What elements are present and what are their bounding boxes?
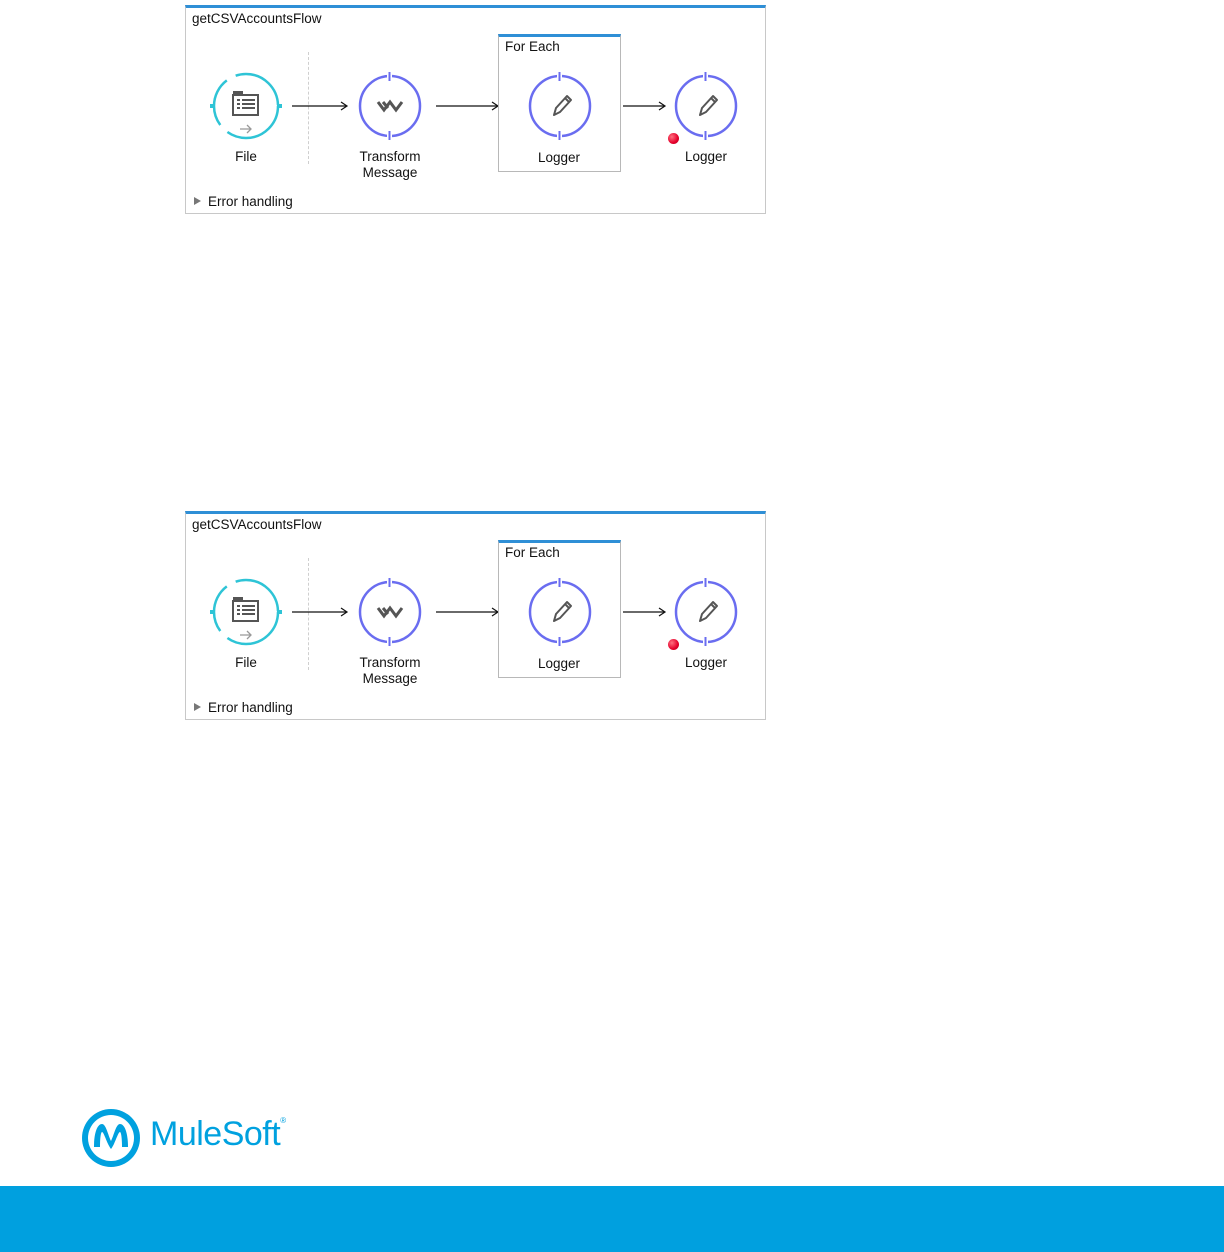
transform-message-icon[interactable] (357, 578, 423, 646)
node-label-logger: Logger (537, 656, 581, 671)
node-label-transform: Transform Message (359, 655, 421, 686)
expand-triangle-icon (194, 197, 201, 205)
connector-arrow (292, 607, 349, 617)
transform-message-icon[interactable] (357, 72, 423, 140)
logger-icon[interactable] (527, 72, 593, 140)
flow-title: getCSVAccountsFlow (192, 11, 322, 26)
node-label-file: File (235, 149, 257, 164)
file-connector-icon[interactable] (210, 578, 282, 646)
connector-arrow (436, 101, 500, 111)
mulesoft-logo (80, 1107, 320, 1169)
node-label-logger: Logger (537, 150, 581, 165)
flow-title: getCSVAccountsFlow (192, 517, 322, 532)
logger-icon[interactable] (673, 72, 739, 140)
mulesoft-logo-icon (80, 1107, 142, 1169)
connector-arrow (436, 607, 500, 617)
for-each-scope[interactable] (498, 34, 621, 172)
breakpoint-icon[interactable] (668, 639, 679, 650)
logger-icon[interactable] (527, 578, 593, 646)
error-handling-toggle[interactable]: Error handling (194, 194, 293, 209)
logger-icon[interactable] (673, 578, 739, 646)
flow-canvas[interactable] (185, 511, 766, 720)
node-label-file: File (235, 655, 257, 670)
node-label-logger: Logger (684, 149, 728, 164)
for-each-scope[interactable] (498, 540, 621, 678)
footer-bar (0, 1186, 1224, 1252)
connector-arrow (623, 101, 667, 111)
node-label-transform: Transform Message (359, 149, 421, 180)
brand-name: MuleSoft® (150, 1115, 286, 1153)
expand-triangle-icon (194, 703, 201, 711)
node-label-logger: Logger (684, 655, 728, 670)
flow-canvas[interactable] (185, 5, 766, 214)
connector-arrow (292, 101, 349, 111)
scope-title: For Each (505, 39, 560, 54)
error-handling-toggle[interactable]: Error handling (194, 700, 293, 715)
file-connector-icon[interactable] (210, 72, 282, 140)
scope-title: For Each (505, 545, 560, 560)
connector-arrow (623, 607, 667, 617)
breakpoint-icon[interactable] (668, 133, 679, 144)
